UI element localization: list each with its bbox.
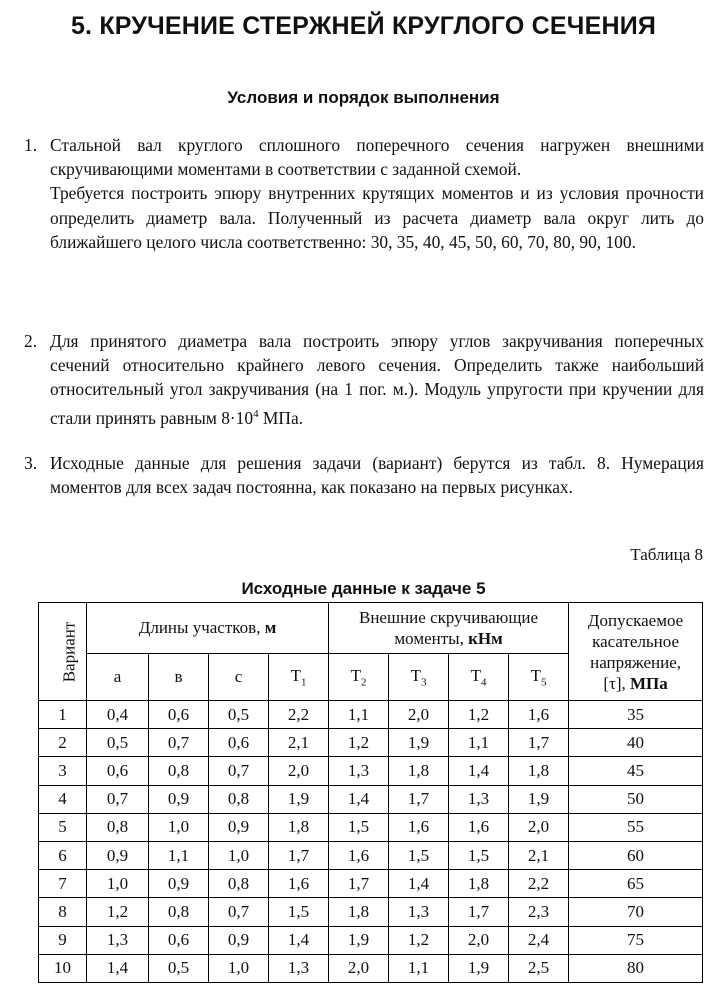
table-cell: 2,4 — [509, 926, 569, 954]
header-allowable-stress: Допускаемое касательное напряжение, [τ], МПа — [569, 603, 703, 701]
table-cell: 1,0 — [87, 870, 149, 898]
table-cell: 1,2 — [329, 729, 389, 757]
table-row — [39, 813, 703, 841]
table-cell: 1,0 — [149, 813, 209, 841]
header-moments: Внешние скручивающие моменты, кНм — [329, 603, 569, 654]
table-cell: 1,3 — [87, 926, 149, 954]
table-cell: 1,5 — [329, 813, 389, 841]
subheader-t1: $T_1$ — [269, 654, 329, 701]
subheader-t4: $T_4$ — [449, 654, 509, 701]
table-cell: 4 — [39, 785, 87, 813]
table-cell: 1,3 — [269, 954, 329, 982]
table-cell: 0,5 — [87, 729, 149, 757]
table-body — [39, 701, 703, 983]
table-cell: 2,2 — [269, 701, 329, 729]
header-lengths: Длины участков, м — [87, 603, 329, 654]
table-cell: 2,1 — [269, 729, 329, 757]
table-cell: 2 — [39, 729, 87, 757]
table-cell: 1,7 — [509, 729, 569, 757]
table-row — [39, 926, 703, 954]
table-cell: 1,9 — [389, 729, 449, 757]
table-cell: 2,0 — [389, 701, 449, 729]
exponent: 4 — [253, 407, 259, 420]
item-paragraph: Требуется построить эпюру внутренних крутящих моментов и из условия прочности определить диаметр вала. Полученный из расчета диаметр вала округ лить до ближайшего целого числа соответственно: 30, 35, 40, 45, 50, 60, 70, 80, 90, 100. — [50, 183, 704, 252]
item-paragraph — [50, 329, 704, 430]
table-cell: 0,9 — [87, 841, 149, 869]
item-number: 2. — [24, 331, 38, 351]
table-cell: 1,2 — [87, 898, 149, 926]
table-cell: 55 — [569, 813, 703, 841]
table-cell: 1,2 — [449, 701, 509, 729]
table-row — [39, 785, 703, 813]
item-number: 1. — [24, 135, 38, 155]
table-cell: 0,9 — [209, 926, 269, 954]
table-cell: 0,6 — [149, 926, 209, 954]
table-cell: 1,6 — [509, 701, 569, 729]
table-cell: 1,9 — [449, 954, 509, 982]
table-cell: 40 — [569, 729, 703, 757]
section-subtitle: Условия и порядок выполнения — [227, 88, 500, 107]
item-number: 3. — [24, 453, 38, 473]
table-cell: 2,0 — [449, 926, 509, 954]
table-cell: 1,1 — [389, 954, 449, 982]
table-cell: 1,9 — [329, 926, 389, 954]
table-caption: Исходные данные к задаче 5 — [241, 579, 486, 598]
table-cell: 1,2 — [389, 926, 449, 954]
table-cell: 2,0 — [269, 757, 329, 785]
table-cell: 10 — [39, 954, 87, 982]
table-cell: 1,4 — [87, 954, 149, 982]
table-row — [39, 898, 703, 926]
table-cell: 0,4 — [87, 701, 149, 729]
table-cell: 0,8 — [149, 898, 209, 926]
table-label: Таблица 8 — [630, 545, 703, 564]
table-cell: 1,6 — [389, 813, 449, 841]
table-cell: 1,6 — [269, 870, 329, 898]
table-cell: 8 — [39, 898, 87, 926]
table-cell: 1,1 — [449, 729, 509, 757]
table-cell: 70 — [569, 898, 703, 926]
subheader-t2: $T_2$ — [329, 654, 389, 701]
table-cell: 2,1 — [509, 841, 569, 869]
table-cell: 2,0 — [509, 813, 569, 841]
table-cell: 80 — [569, 954, 703, 982]
table-cell: 1,9 — [269, 785, 329, 813]
table-cell: 0,8 — [209, 870, 269, 898]
table-row — [39, 701, 703, 729]
table-row — [39, 729, 703, 757]
table-cell: 0,5 — [149, 954, 209, 982]
table-cell: 60 — [569, 841, 703, 869]
table-cell: 75 — [569, 926, 703, 954]
table-cell: 1,9 — [509, 785, 569, 813]
table-cell: 50 — [569, 785, 703, 813]
table-cell: 1,6 — [449, 813, 509, 841]
table-cell: 6 — [39, 841, 87, 869]
table-cell: 0,7 — [149, 729, 209, 757]
table-cell: 2,3 — [509, 898, 569, 926]
subheader-a: a — [87, 654, 149, 701]
table-cell: 1,7 — [389, 785, 449, 813]
table-cell: 9 — [39, 926, 87, 954]
table-cell: 1,7 — [449, 898, 509, 926]
data-table — [38, 602, 703, 983]
table-cell: 1,5 — [449, 841, 509, 869]
table-cell: 1,0 — [209, 954, 269, 982]
table-cell: 1,8 — [329, 898, 389, 926]
subheader-b: в — [149, 654, 209, 701]
table-cell: 1,5 — [389, 841, 449, 869]
table-cell: 0,9 — [149, 870, 209, 898]
subheader-t3: $T_3$ — [389, 654, 449, 701]
table-cell: 0,6 — [209, 729, 269, 757]
table-cell: 3 — [39, 757, 87, 785]
table-cell: 0,7 — [209, 898, 269, 926]
table-cell: 1,8 — [269, 813, 329, 841]
table-cell: 0,8 — [149, 757, 209, 785]
table-cell: 1,3 — [329, 757, 389, 785]
table-cell: 1 — [39, 701, 87, 729]
item-text-end: МПа. — [258, 407, 304, 428]
table-row — [39, 870, 703, 898]
table-cell: 0,7 — [209, 757, 269, 785]
table-cell: 0,5 — [209, 701, 269, 729]
table-cell: 2,5 — [509, 954, 569, 982]
table-cell: 0,9 — [209, 813, 269, 841]
item-text: Для принятого диаметра вала построить эпюру углов закручивания поперечных сечений относительно крайнего левого сечения. Определить также наибольший относительный угол закручивания (на 1 пог. м.). Модуль упругости при кручении для стали принять равным 8·10 — [50, 331, 704, 428]
table-cell: 0,8 — [87, 813, 149, 841]
table-row — [39, 954, 703, 982]
table-cell: 2,2 — [509, 870, 569, 898]
table-cell: 1,8 — [509, 757, 569, 785]
table-cell: 1,4 — [449, 757, 509, 785]
numbered-item-2 — [24, 329, 704, 430]
table-cell: 7 — [39, 870, 87, 898]
item-paragraph: Исходные данные для решения задачи (вариант) берутся из табл. 8. Нумерация моментов для всех задач постоянна, как показано на первых рисунках. — [50, 453, 704, 498]
table-cell: 0,6 — [149, 701, 209, 729]
header-variant: Вариант — [39, 603, 87, 701]
table-cell: 1,8 — [449, 870, 509, 898]
table-cell: 1,6 — [329, 841, 389, 869]
table-cell: 65 — [569, 870, 703, 898]
table-cell: 0,6 — [87, 757, 149, 785]
subheader-c: c — [209, 654, 269, 701]
table-cell: 1,1 — [329, 701, 389, 729]
table-row — [39, 841, 703, 869]
table-cell: 1,1 — [149, 841, 209, 869]
table-cell: 45 — [569, 757, 703, 785]
table-cell: 1,8 — [389, 757, 449, 785]
subheader-t5: $T_5$ — [509, 654, 569, 701]
numbered-item-1 — [24, 133, 704, 254]
table-cell: 2,0 — [329, 954, 389, 982]
table-cell: 1,3 — [389, 898, 449, 926]
table-cell: 1,4 — [329, 785, 389, 813]
table-cell: 1,0 — [209, 841, 269, 869]
table-cell: 1,5 — [269, 898, 329, 926]
table-cell: 1,7 — [329, 870, 389, 898]
table-cell: 5 — [39, 813, 87, 841]
table-cell: 0,9 — [149, 785, 209, 813]
table-cell: 1,4 — [269, 926, 329, 954]
table-cell: 0,8 — [209, 785, 269, 813]
table-row — [39, 757, 703, 785]
item-paragraph: Стальной вал круглого сплошного поперечного сечения нагружен внешними скручивающими моментами в соответствии с заданной схемой. — [50, 135, 704, 180]
table-cell: 0,7 — [87, 785, 149, 813]
table-cell: 1,4 — [389, 870, 449, 898]
table-cell: 35 — [569, 701, 703, 729]
table-cell: 1,3 — [449, 785, 509, 813]
table-cell: 1,7 — [269, 841, 329, 869]
page-title: 5. КРУЧЕНИЕ СТЕРЖНЕЙ КРУГЛОГО СЕЧЕНИЯ — [70, 12, 657, 40]
numbered-item-3 — [24, 451, 704, 499]
